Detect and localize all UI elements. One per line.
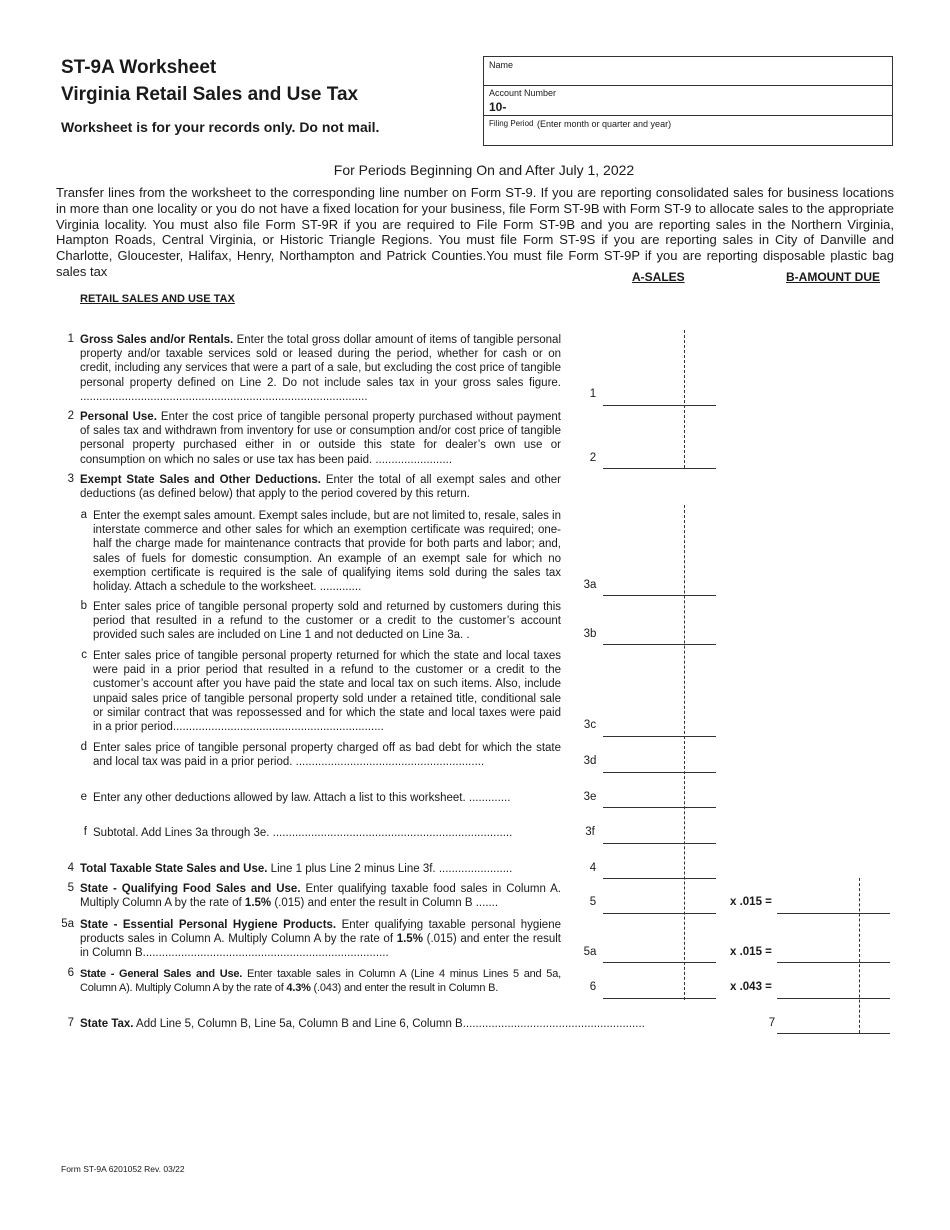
form-subtitle: Virginia Retail Sales and Use Tax (61, 84, 359, 105)
line-5-sales-input[interactable] (603, 913, 716, 914)
line-3c-sales-input[interactable] (603, 736, 716, 737)
line-number: 7 (67, 1017, 74, 1029)
rate-multiplier: x .015 = (730, 946, 772, 958)
rate-multiplier: x .015 = (730, 896, 772, 908)
line-3f-text: Subtotal. Add Lines 3a through 3e. ........................................................................... (93, 827, 513, 839)
line-ref: 1 (589, 388, 597, 400)
records-only-note: Worksheet is for your records only. Do not mail. (61, 119, 380, 135)
column-a-header: A-SALES (632, 270, 685, 284)
instructions-paragraph: Transfer lines from the worksheet to the corresponding line number on Form ST-9. If you are reporting consolidated sales for business locations in more than one locality or you do not have a fixed location for your business, file Form ST-9B with Form ST-9 to allocate sales to the appropriate Virginia locality. You must also file Form ST-9R if you are required to File Form ST-9B and you are reporting sales in the Northern Virginia, Hampton Roads, Central Virginia, or Historic Triangle Regions. You must file Form ST-9S if you are reporting sales in City of Danville and Charlotte, Gloucester, Halifax, Henry, Northampton and Patrick Counties.You must file Form ST-9P if you are reporting disposable plastic bag sales tax (56, 185, 894, 279)
column-b-cents-divider (859, 878, 860, 1033)
form-footer: Form ST-9A 6201052 Rev. 03/22 (61, 1164, 185, 1174)
line-ref: 3c (583, 719, 597, 731)
taxpayer-info-box (483, 56, 893, 146)
line-ref: 2 (589, 452, 597, 464)
line-3-text: Exempt State Sales and Other Deductions. Enter the total of all exempt sales and other deductions (as defined below) that apply to the period covered by this return. (80, 474, 561, 501)
line-5a-text: State - Essential Personal Hygiene Products. Enter qualifying taxable personal hygiene products sales in Column A. Multiply Column A by the rate of 1.5% (.015) and enter the result in Column B............................................................................. (80, 919, 561, 960)
period-heading: For Periods Beginning On and After July 1, 2022 (333, 162, 635, 178)
line-7-amount-due-input[interactable] (777, 1033, 890, 1034)
filing-period-label: Filing Period (489, 119, 534, 128)
account-prefix: 10- (489, 100, 507, 114)
line-ref: 4 (589, 862, 597, 874)
line-number: 5a (61, 918, 74, 930)
line-2-text: Personal Use. Enter the cost price of tangible personal property purchased without payment of sales tax and withdrawn from inventory for use or consumption and/or cost price of tangible personal property purchased either in or outside this state for dealer’s own use or consumption on which no sales or use tax has been paid. ........................ (80, 411, 561, 466)
line-ref: 3f (585, 826, 595, 838)
column-b-header: B-AMOUNT DUE (786, 270, 880, 284)
account-label: Account Number (489, 88, 557, 98)
line-number: 3 (67, 473, 74, 485)
line-ref: 5a (583, 946, 597, 958)
section-title: RETAIL SALES AND USE TAX (80, 293, 235, 305)
line-ref: 5 (589, 896, 597, 908)
line-3c-text: Enter sales price of tangible personal property returned for which the state and local taxes were paid in a prior period that resulted in a refund to the customer or a credit to the customer’s account after you have paid the state and local tax on such items. Also, include unpaid sales price of tangible personal property sold under a retained title, conditional sale or similar contract that was repossessed and for which the state and local taxes were paid in a prior period.................................................................. (93, 650, 561, 734)
line-6-sales-input[interactable] (603, 998, 716, 999)
account-number-field[interactable] (484, 86, 892, 116)
line-5a-sales-input[interactable] (603, 962, 716, 963)
line-letter: c (81, 649, 87, 661)
line-4-sales-input[interactable] (603, 878, 716, 879)
line-number: 4 (67, 862, 74, 874)
line-3e-sales-input[interactable] (603, 807, 716, 808)
line-6-amount-due-input[interactable] (777, 998, 890, 999)
line-ref: 3e (583, 791, 597, 803)
line-letter: a (80, 509, 87, 521)
line-3a-sales-input[interactable] (603, 595, 716, 596)
line-ref: 3a (583, 579, 597, 591)
column-a-cents-divider (684, 505, 685, 1000)
line-3d-text: Enter sales price of tangible personal property charged off as bad debt for which the state and local tax was paid in a prior period. ........................................................... (93, 742, 561, 769)
line-7-text: State Tax. Add Line 5, Column B, Line 5a, Column B and Line 6, Column B......................................................... (80, 1018, 645, 1030)
rate-multiplier: x .043 = (730, 981, 772, 993)
line-5-text: State - Qualifying Food Sales and Use. Enter qualifying taxable food sales in Column A. Multiply Column A by the rate of 1.5% (.015) and enter the result in Column B ....... (80, 883, 562, 910)
line-letter: d (80, 741, 87, 753)
line-5-amount-due-input[interactable] (777, 913, 890, 914)
line-6-text: State - General Sales and Use. Enter taxable sales in Column A (Line 4 minus Lines 5 and 5a, Column A). Multiply Column A by the rate of 4.3% (.043) and enter the result in Column B. (80, 968, 561, 995)
line-3b-sales-input[interactable] (603, 644, 716, 645)
line-4-text: Total Taxable State Sales and Use. Line 1 plus Line 2 minus Line 3f. ....................... (80, 863, 513, 875)
line-letter: e (80, 791, 87, 803)
line-3d-sales-input[interactable] (603, 772, 716, 773)
line-3e-text: Enter any other deductions allowed by law. Attach a list to this worksheet. ............. (93, 792, 511, 804)
name-label: Name (489, 60, 514, 70)
line-ref: 3d (583, 755, 597, 767)
line-number: 2 (67, 410, 74, 422)
line-number: 6 (67, 967, 74, 979)
line-letter: b (80, 600, 87, 612)
line-ref: 6 (589, 981, 597, 993)
line-3b-text: Enter sales price of tangible personal property sold and returned by customers during this period that resulted in a refund to the customer or a credit to the customer’s account provided such sales are included on Line 1 and not deducted on Line 3a. . (93, 601, 561, 642)
line-number: 1 (67, 333, 74, 345)
name-field[interactable] (484, 57, 892, 86)
line-5a-amount-due-input[interactable] (777, 962, 890, 963)
line-ref: 3b (583, 628, 597, 640)
line-ref: 7 (768, 1017, 776, 1029)
filing-period-field[interactable] (484, 116, 892, 147)
line-3a-text: Enter the exempt sales amount. Exempt sales include, but are not limited to, resale, sales in interstate commerce and other sales for which an exemption certificate was required; one-half the charge made for maintenance contracts that provide for both parts and labor; and, sales of fuels for domestic consumption. An example of an exempt sale for which no exemption certificate is required is the sale of qualifying items sold during the sales tax holiday. Attach a schedule to the worksheet. ............. (93, 510, 561, 594)
line-1-sales-input[interactable] (603, 405, 716, 406)
line-2-sales-input[interactable] (603, 468, 716, 469)
line-number: 5 (67, 882, 74, 894)
column-a-cents-divider (684, 330, 685, 468)
line-letter: f (83, 826, 87, 838)
filing-period-hint: (Enter month or quarter and year) (537, 119, 672, 129)
form-title: ST-9A Worksheet (61, 57, 217, 78)
line-1-text: Gross Sales and/or Rentals. Enter the total gross dollar amount of items of tangible personal property and/or taxable services sold or leased during the period, whether for cash or on credit, including any services that were a part of a sale, but excluding the cost price of tangible personal property defined on Line 2. Do not include sales tax in your gross sales figure. .......................................................................................... (80, 334, 561, 403)
line-3f-sales-input[interactable] (603, 843, 716, 844)
